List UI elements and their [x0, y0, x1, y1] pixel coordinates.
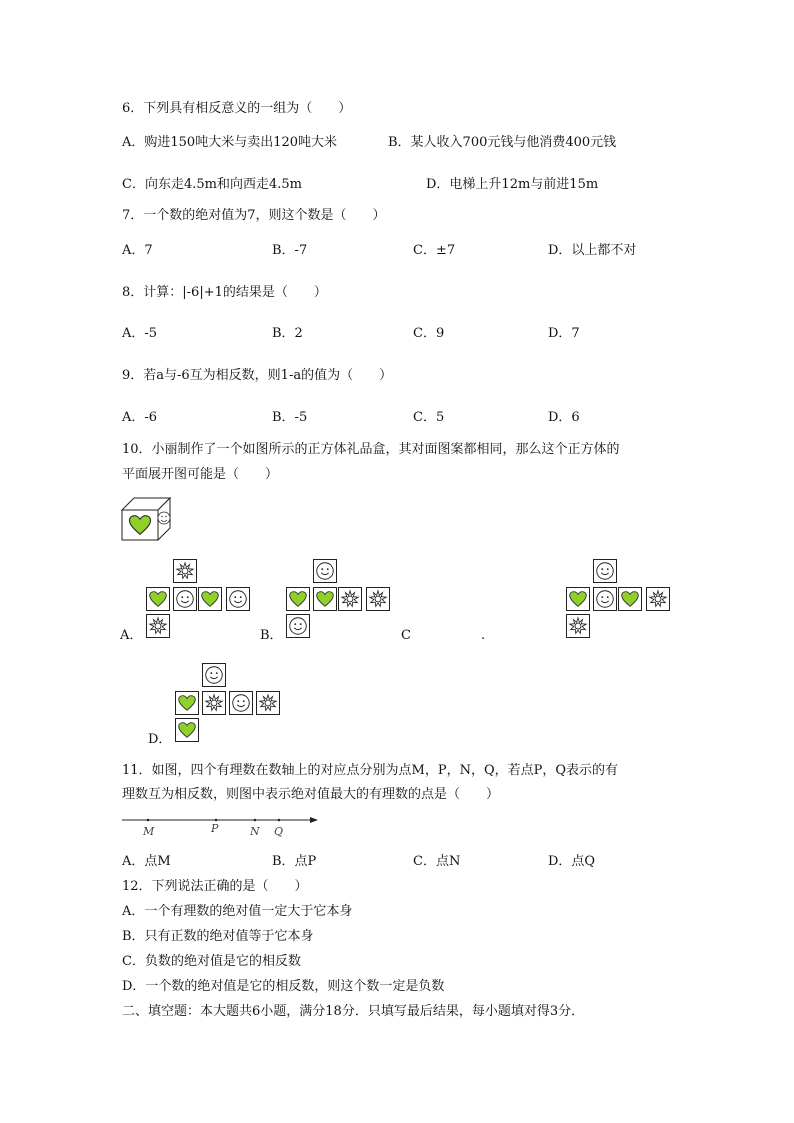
point-n-marker: [254, 819, 257, 822]
q9-option-b: B．-5: [272, 410, 308, 425]
q6-option-c: C．向东走4.5m和向西走4.5m: [122, 177, 302, 192]
q7-option-b: B．-7: [272, 243, 308, 258]
q6-option-d: D．电梯上升12m与前进15m: [426, 177, 599, 192]
sun-icon: [146, 614, 170, 638]
sun-icon: [646, 587, 670, 611]
smiley-icon: [202, 663, 226, 687]
smiley-icon: [173, 587, 197, 611]
q10-option-d: D．: [148, 732, 172, 747]
net-option-a: [146, 559, 254, 641]
sun-icon: [566, 614, 590, 638]
question-12-stem: 12．下列说法正确的是（ ）: [122, 879, 308, 894]
point-n-label: N: [250, 825, 260, 838]
smiley-icon: [593, 587, 617, 611]
question-11-stem-line2: 理数互为相反数，则图中表示绝对值最大的有理数的点是（ ）: [122, 787, 500, 802]
question-10-stem-line2: 平面展开图可能是（ ）: [122, 467, 279, 482]
point-m-label: M: [143, 825, 155, 838]
q7-option-c: C．±7: [413, 243, 456, 258]
q10-option-b: B．: [260, 628, 283, 643]
q12-option-d: D．一个数的绝对值是它的相反数，则这个数一定是负数: [122, 979, 445, 994]
cube-figure: [120, 496, 176, 542]
q8-option-a: A．-5: [122, 326, 158, 341]
q6-option-b: B．某人收入700元钱与他消费400元钱: [388, 135, 617, 150]
q12-option-b: B．只有正数的绝对值等于它本身: [122, 929, 314, 944]
point-q-label: Q: [274, 825, 284, 838]
sun-icon: [173, 559, 197, 583]
heart-icon: [198, 587, 222, 611]
question-6-stem: 6．下列具有相反意义的一组为（ ）: [122, 101, 352, 116]
section-2-heading: 二、填空题：本大题共6小题，满分18分．只填写最后结果，每小题填对得3分．: [122, 1004, 585, 1019]
heart-icon: [618, 587, 642, 611]
q7-option-d: D．以上都不对: [548, 243, 637, 258]
question-7-stem: 7．一个数的绝对值为7，则这个数是（ ）: [122, 208, 386, 223]
q10-option-c-dot: .: [481, 628, 486, 643]
question-9-stem: 9．若a与-6互为相反数，则1-a的值为（ ）: [122, 368, 393, 383]
heart-icon: [286, 587, 310, 611]
q6-option-a: A．购进150吨大米与卖出120吨大米: [122, 135, 338, 150]
sun-icon: [338, 587, 362, 611]
number-line: [118, 812, 328, 842]
q8-option-d: D．7: [548, 326, 580, 341]
smiley-icon: [229, 691, 253, 715]
point-m-marker: [147, 819, 150, 822]
point-p-label: P: [211, 822, 219, 835]
point-q-marker: [278, 819, 281, 822]
smiley-icon: [286, 614, 310, 638]
q9-option-c: C．5: [413, 410, 445, 425]
sun-icon: [366, 587, 390, 611]
net-option-d: [175, 663, 283, 745]
q11-option-c: C．点N: [413, 854, 461, 869]
heart-icon: [175, 718, 199, 742]
net-option-c: [566, 559, 674, 641]
question-8-stem: 8．计算：|-6|+1的结果是（ ）: [122, 285, 327, 300]
smiley-icon: [226, 587, 250, 611]
question-10-stem-line1: 10．小丽制作了一个如图所示的正方体礼品盒，其对面图案都相同，那么这个正方体的: [122, 442, 620, 457]
q10-option-a: A．: [120, 628, 143, 643]
q12-option-c: C．负数的绝对值是它的相反数: [122, 954, 301, 969]
q9-option-a: A．-6: [122, 410, 158, 425]
net-option-b: [286, 559, 394, 641]
heart-icon: [313, 587, 337, 611]
smiley-icon: [593, 559, 617, 583]
point-p-marker: [215, 819, 218, 822]
q11-option-b: B．点P: [272, 854, 317, 869]
sun-icon: [202, 691, 226, 715]
q10-option-c: C: [401, 628, 411, 643]
q7-option-a: A．7: [122, 243, 153, 258]
q8-option-c: C．9: [413, 326, 445, 341]
question-11-stem-line1: 11．如图，四个有理数在数轴上的对应点分别为点M，P，N，Q，若点P，Q表示的有: [122, 763, 619, 778]
q11-option-a: A．点M: [122, 854, 171, 869]
q9-option-d: D．6: [548, 410, 580, 425]
smiley-icon: [313, 559, 337, 583]
heart-icon: [566, 587, 590, 611]
q8-option-b: B．2: [272, 326, 303, 341]
heart-icon: [146, 587, 170, 611]
q11-option-d: D．点Q: [548, 854, 596, 869]
heart-icon: [175, 691, 199, 715]
sun-icon: [256, 691, 280, 715]
q12-option-a: A．一个有理数的绝对值一定大于它本身: [122, 904, 353, 919]
